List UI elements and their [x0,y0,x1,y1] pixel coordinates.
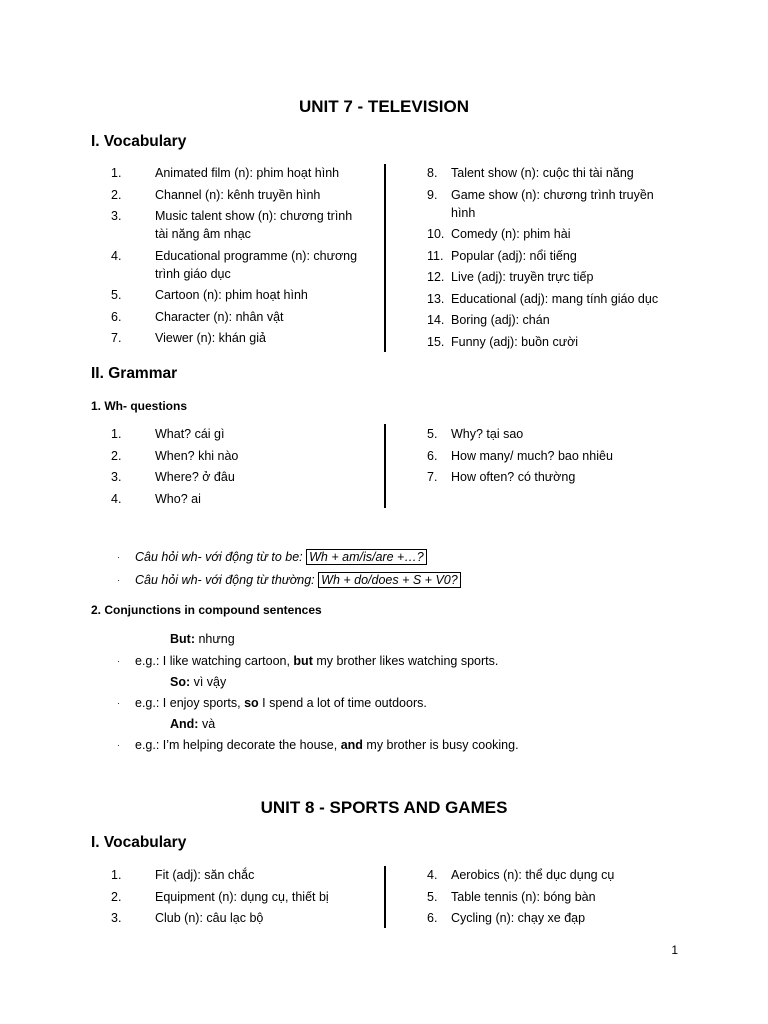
bullet: · [117,552,120,562]
item-text: Character (n): nhân vật [155,309,284,324]
item-text: Aerobics (n): thể dục dụng cụ [451,868,615,882]
item-text: Comedy (n): phim hài [451,227,571,241]
item-text: Live (adj): truyền trực tiếp [451,270,594,284]
list-item [111,286,361,304]
conjunction-and [170,715,215,733]
column-divider [384,164,386,352]
item-number: 5. [427,889,438,904]
item-text: Funny (adj): buồn cười [451,334,579,349]
item-number: 1. [111,427,122,441]
rule-label: Câu hỏi wh- với động từ to be: [135,550,307,564]
column-divider [384,866,386,928]
list-item [111,490,361,508]
item-number: 13. [427,291,445,306]
list-item [111,329,361,347]
list-item [427,311,677,329]
item-number: 4. [427,868,438,882]
item-number: 3. [111,209,122,223]
item-text: Fit (adj): săn chắc [155,868,255,882]
list-item [111,468,361,486]
column-divider [384,424,386,508]
page-number: 1 [671,943,678,957]
example-so [117,694,427,712]
item-number: 6. [427,448,438,463]
conjunction-word: And: [170,717,199,731]
list-item [427,247,677,265]
item-text: Music talent show (n): chương trình tài năng âm nhạc [155,209,353,241]
conjunction-meaning: và [198,717,216,731]
unit7-vocab-right-list [427,164,677,351]
item-number: 6. [427,911,438,925]
conjunction-meaning: vì vậy [190,675,227,689]
list-item [427,290,677,308]
list-item [427,425,677,443]
rule-formula: Wh + am/is/are +…? [306,549,427,565]
item-number: 1. [111,868,122,882]
item-text: Where? ở đâu [155,470,235,484]
item-text: Equipment (n): dụng cụ, thiết bị [155,889,329,904]
item-number: 7. [111,331,122,345]
wh-questions-right-list [427,425,677,486]
unit7-vocabulary-heading: I. Vocabulary [91,133,187,150]
list-item [111,909,361,927]
rule-label: Câu hỏi wh- với động từ thường: [135,573,319,587]
item-text: Educational (adj): mang tính giáo dục [451,291,659,306]
conjunction-so [170,673,226,691]
unit7-grammar-heading: II. Grammar [91,365,178,382]
rule-normal-verb [117,571,461,589]
example-text: I spend a lot of time outdoors. [258,696,427,710]
example-text: e.g.: I’m helping decorate the house, [135,738,341,752]
wh-questions-heading: 1. Wh- questions [91,399,187,413]
item-text: Why? tại sao [451,427,524,441]
list-item [427,268,677,286]
item-number: 10. [427,227,445,241]
rule-formula: Wh + do/does + S + V0? [318,572,461,588]
conjunction-but [170,630,235,648]
item-text: How many/ much? bao nhiêu [451,448,613,463]
item-text: What? cái gì [155,427,225,441]
example-text: my brother likes watching sports. [312,654,499,668]
unit7-vocab-left-list [111,164,361,347]
unit7-title: UNIT 7 - TELEVISION [298,97,470,116]
rule-to-be [117,548,427,566]
item-number: 12. [427,270,445,284]
list-item [111,164,361,182]
item-number: 4. [111,491,122,506]
item-text: Game show (n): chương trình truyền hình [451,187,654,220]
item-text: Who? ai [155,491,201,506]
list-item [111,447,361,465]
item-text: How often? có thường [451,470,576,484]
list-item [111,186,361,204]
item-text: When? khi nào [155,448,239,463]
item-text: Channel (n): kênh truyền hình [155,187,321,202]
list-item [427,468,677,486]
example-keyword: so [244,696,259,710]
list-item [427,909,677,927]
list-item [111,247,361,283]
list-item [427,447,677,465]
item-number: 8. [427,166,438,180]
item-number: 7. [427,470,438,484]
item-number: 3. [111,911,122,925]
list-item [427,164,677,182]
list-item [427,225,677,243]
item-text: Popular (adj): nổi tiếng [451,248,577,263]
unit8-vocab-left-list [111,866,361,927]
conjunction-word: So: [170,675,191,689]
item-text: Boring (adj): chán [451,313,550,327]
item-number: 1. [111,166,122,180]
unit8-vocab-right-list [427,866,677,927]
list-item [111,207,361,243]
item-text: Table tennis (n): bóng bàn [451,889,596,904]
list-item [427,888,677,906]
item-number: 15. [427,334,445,349]
list-item [427,333,677,351]
list-item [111,308,361,326]
item-number: 3. [111,470,122,484]
unit8-vocabulary-heading: I. Vocabulary [91,834,187,851]
wh-questions-left-list [111,425,361,508]
conjunction-word: But: [170,632,195,646]
item-text: Club (n): câu lạc bộ [155,911,264,925]
item-number: 5. [111,288,122,302]
item-number: 9. [427,187,438,202]
list-item [111,425,361,443]
conjunction-meaning: nhưng [195,632,235,646]
item-number: 6. [111,309,122,324]
example-text: my brother is busy cooking. [362,738,519,752]
example-but [117,652,498,670]
item-text: Cartoon (n): phim hoạt hình [155,288,308,302]
example-keyword: and [340,738,363,752]
example-text: e.g.: I like watching cartoon, [135,654,294,668]
conjunctions-heading: 2. Conjunctions in compound sentences [91,603,322,617]
item-text: Educational programme (n): chương trình giáo dục [155,248,358,281]
item-number: 14. [427,313,445,327]
example-text: e.g.: I enjoy sports, [135,696,245,710]
item-number: 2. [111,448,122,463]
list-item [111,866,361,884]
bullet: · [117,698,120,708]
item-number: 2. [111,889,122,904]
item-text: Animated film (n): phim hoạt hình [155,166,340,180]
bullet: · [117,575,120,585]
unit8-title: UNIT 8 - SPORTS AND GAMES [260,798,508,817]
item-number: 2. [111,187,122,202]
bullet: · [117,740,120,750]
example-and [117,736,519,754]
item-text: Talent show (n): cuộc thi tài năng [451,166,634,180]
list-item [427,186,677,222]
example-keyword: but [293,654,313,668]
bullet: · [117,656,120,666]
item-text: Cycling (n): chạy xe đạp [451,911,586,925]
item-text: Viewer (n): khán giả [155,331,266,345]
item-number: 5. [427,427,438,441]
item-number: 11. [427,248,444,263]
list-item [111,888,361,906]
list-item [427,866,677,884]
item-number: 4. [111,248,122,263]
